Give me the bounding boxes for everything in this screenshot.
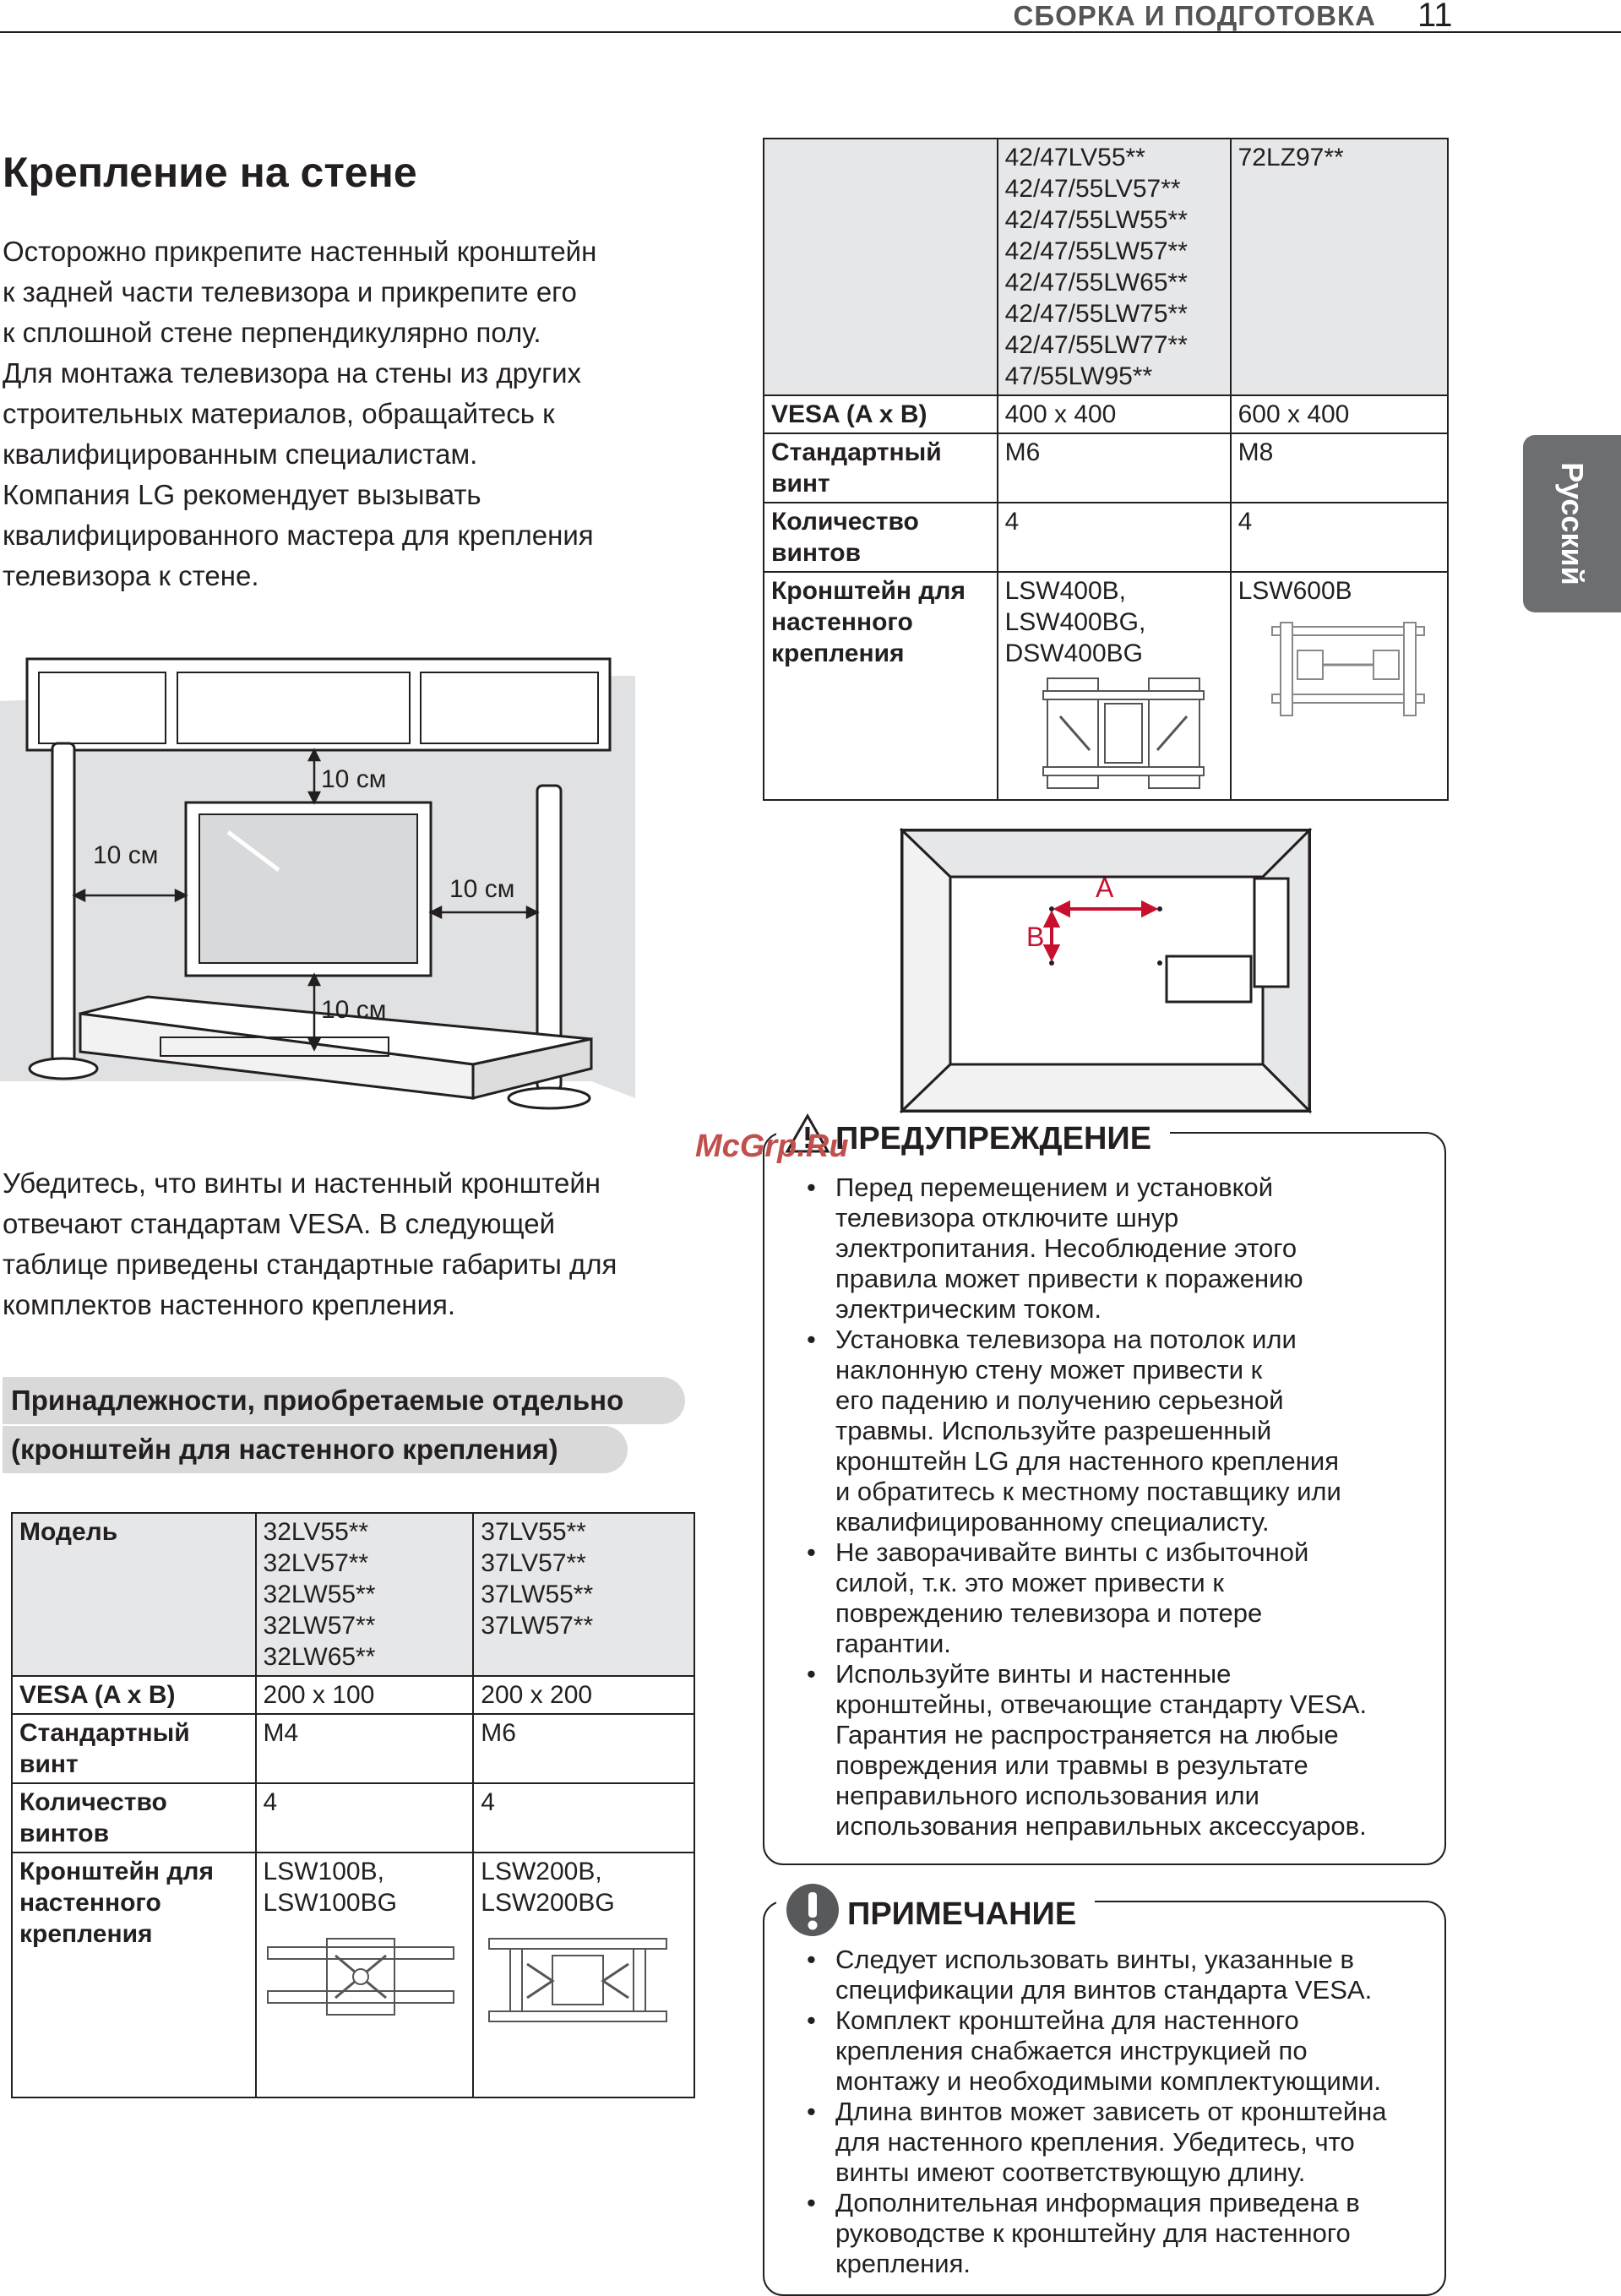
bracket-illustration: [1264, 618, 1433, 720]
list-item: • Дополнительная информация приведена в руководстве к кронштейну для настенного крепления.: [764, 2188, 1387, 2279]
table-label-count: Количество винтов: [764, 503, 998, 572]
note-box: [763, 1896, 1446, 2296]
table-cell: 4: [256, 1783, 474, 1853]
table-cell: M6: [998, 433, 1231, 503]
vesa-label-b: B: [1026, 922, 1045, 952]
table-models-col1: [998, 139, 1231, 395]
warning-list: [764, 1172, 1367, 1842]
model-number: 47/55LW95**: [1004, 362, 1153, 390]
exclamation-icon: [785, 1882, 840, 1938]
bracket-model: LSW200B, LSW200BG: [481, 1858, 615, 1917]
model-number: 42/47/55LW55**: [1004, 206, 1188, 234]
accessories-heading-line1: Принадлежности, приобретаемые отдельно: [3, 1377, 685, 1424]
table-cell: M6: [473, 1714, 694, 1783]
warning-title: ПРЕДУПРЕЖДЕНИЕ: [835, 1121, 1152, 1156]
table-cell-bracket: [998, 572, 1231, 800]
table-label-vesa: VESA (A x B): [764, 395, 998, 433]
table-cell: 400 x 400: [998, 395, 1231, 433]
model-number: 32LW55**: [263, 1581, 376, 1608]
table-row: [12, 1714, 694, 1783]
table-cell: M8: [1231, 433, 1448, 503]
tv-outline: [186, 803, 431, 976]
model-number: 72LZ97**: [1238, 144, 1344, 171]
table-cell: 4: [473, 1783, 694, 1853]
intro-paragraph: Осторожно прикрепите настенный кронштейн к задней части телевизора и прикрепите его к сплошной стене перпендикулярно полу. Для монтажа телевизора на стены из других строительных материалов, обращайтесь к квалифицированным специалистам. Компания LG рекомендует вызывать квалифицированного мастера для крепления телевизора к стене.: [3, 236, 597, 591]
table-row: [764, 433, 1448, 503]
language-tab: [1523, 435, 1621, 612]
clearance-left-label: 10 см: [93, 841, 159, 869]
note-title-wrap: [776, 1882, 1095, 1938]
model-number: 42/47LV55**: [1004, 144, 1145, 171]
table-label-bracket: Кронштейн для настенного крепления: [12, 1853, 256, 2097]
model-number: 42/47/55LW75**: [1004, 300, 1188, 328]
list-item: • Используйте винты и настенные кронштейны, отвечающие стандарту VESA. Гарантия не распространяется на любые повреждения или травмы в результате неправильного использования или использования неправильных аксессуаров.: [764, 1659, 1367, 1842]
list-item: • Не заворачивайте винты с избыточной силой, т.к. это может привести к повреждению телевизора и потере гарантии.: [764, 1537, 1367, 1659]
table-cell: 4: [1231, 503, 1448, 572]
table-label-vesa: VESA (A x B): [12, 1676, 256, 1714]
model-number: 32LV55**: [263, 1518, 369, 1546]
table-cell: 200 x 200: [473, 1676, 694, 1714]
accessories-heading-line2: (кронштейн для настенного крепления): [3, 1426, 628, 1473]
model-number: 42/47/55LW57**: [1004, 237, 1188, 265]
list-item: • Следует использовать винты, указанные в спецификации для винтов стандарта VESA.: [764, 1945, 1387, 2005]
vesa-paragraph: Убедитесь, что винты и настенный кронштейн отвечают стандартам VESA. В следующей таблице приведены стандартные габариты для комплектов настенного крепления.: [3, 1167, 617, 1320]
model-number: 37LW55**: [481, 1581, 594, 1608]
table-cell: M4: [256, 1714, 474, 1783]
table-label-bracket: Кронштейн для настенного крепления: [764, 572, 998, 800]
table-models-col1: [256, 1513, 474, 1676]
language-tab-label: Русский: [1555, 462, 1590, 585]
bracket-illustration: [264, 1930, 458, 2023]
model-number: 37LV57**: [481, 1549, 586, 1577]
table-label-screw: Стандартный винт: [764, 433, 998, 503]
header-rule: [0, 31, 1621, 33]
page-title: Крепление на стене: [3, 149, 417, 196]
list-item: • Длина винтов может зависеть от кронштейна для настенного крепления. Убедитесь, что винты имеют соответствующую длину.: [764, 2097, 1387, 2188]
bracket-illustration: [1039, 674, 1225, 792]
model-number: 37LW57**: [481, 1612, 594, 1640]
model-number: 32LW57**: [263, 1612, 376, 1640]
table-label-screw: Стандартный винт: [12, 1714, 256, 1783]
table-row: [764, 139, 1448, 395]
table-cell: 4: [998, 503, 1231, 572]
table-row: [764, 572, 1448, 800]
table-row: [12, 1783, 694, 1853]
wall-mount-table-small: [11, 1512, 695, 2098]
table-row: [12, 1513, 694, 1676]
section-title: СБОРКА И ПОДГОТОВКА: [1013, 0, 1376, 31]
table-cell-bracket: [1231, 572, 1448, 800]
table-cell: 600 x 400: [1231, 395, 1448, 433]
clearance-bottom-label: 10 см: [321, 996, 387, 1024]
vesa-diagram: [900, 828, 1314, 1115]
note-title: ПРИМЕЧАНИЕ: [847, 1896, 1077, 1932]
model-number: 32LW65**: [263, 1643, 376, 1671]
watermark: McGrp.Ru: [695, 1129, 849, 1164]
clearance-top-label: 10 см: [321, 765, 387, 793]
table-row: [12, 1676, 694, 1714]
table-label-model: Модель: [12, 1513, 256, 1676]
bracket-model: LSW400B, LSW400BG, DSW400BG: [1004, 577, 1146, 667]
page-number: 11: [1417, 0, 1453, 34]
note-list: [764, 1945, 1387, 2279]
warning-box: [763, 1121, 1446, 1865]
list-item: • Комплект кронштейна для настенного крепления снабжается инструкцией по монтажу и необходимыми комплектующими.: [764, 2005, 1387, 2097]
table-row: [764, 503, 1448, 572]
table-cell-bracket: [256, 1853, 474, 2097]
table-label-count: Количество винтов: [12, 1783, 256, 1853]
model-number: 42/47/55LW77**: [1004, 331, 1188, 359]
table-row: [12, 1853, 694, 2097]
clearance-right-label: 10 см: [449, 875, 515, 903]
list-item: • Перед перемещением и установкой телевизора отключите шнур электропитания. Несоблюдение этого правила может привести к поражению электрическим током.: [764, 1172, 1367, 1325]
wall-cabinet: [27, 659, 610, 750]
table-cell-bracket: [473, 1853, 694, 2097]
list-item: • Установка телевизора на потолок или наклонную стену может привести к его падению и получению серьезной травмы. Используйте разрешенный кронштейн LG для настенного крепления и обратитесь к местному поставщику или квалифицированному специалисту.: [764, 1325, 1367, 1537]
model-number: 32LV57**: [263, 1549, 369, 1577]
clearance-illustration: [0, 642, 642, 1115]
bracket-model: LSW100B, LSW100BG: [263, 1858, 397, 1917]
table-cell: 200 x 100: [256, 1676, 474, 1714]
model-number: 42/47/55LW65**: [1004, 269, 1188, 297]
vesa-label-a: A: [1096, 873, 1114, 903]
model-number: 42/47/55LV57**: [1004, 175, 1181, 203]
table-models-col2: [473, 1513, 694, 1676]
bracket-model: LSW600B: [1238, 577, 1352, 605]
table-label-model-empty: [764, 139, 998, 395]
model-number: 37LV55**: [481, 1518, 586, 1546]
table-row: [764, 395, 1448, 433]
bracket-illustration: [481, 1930, 675, 2032]
wall-mount-table-large: [763, 138, 1449, 801]
table-models-col2: [1231, 139, 1448, 395]
